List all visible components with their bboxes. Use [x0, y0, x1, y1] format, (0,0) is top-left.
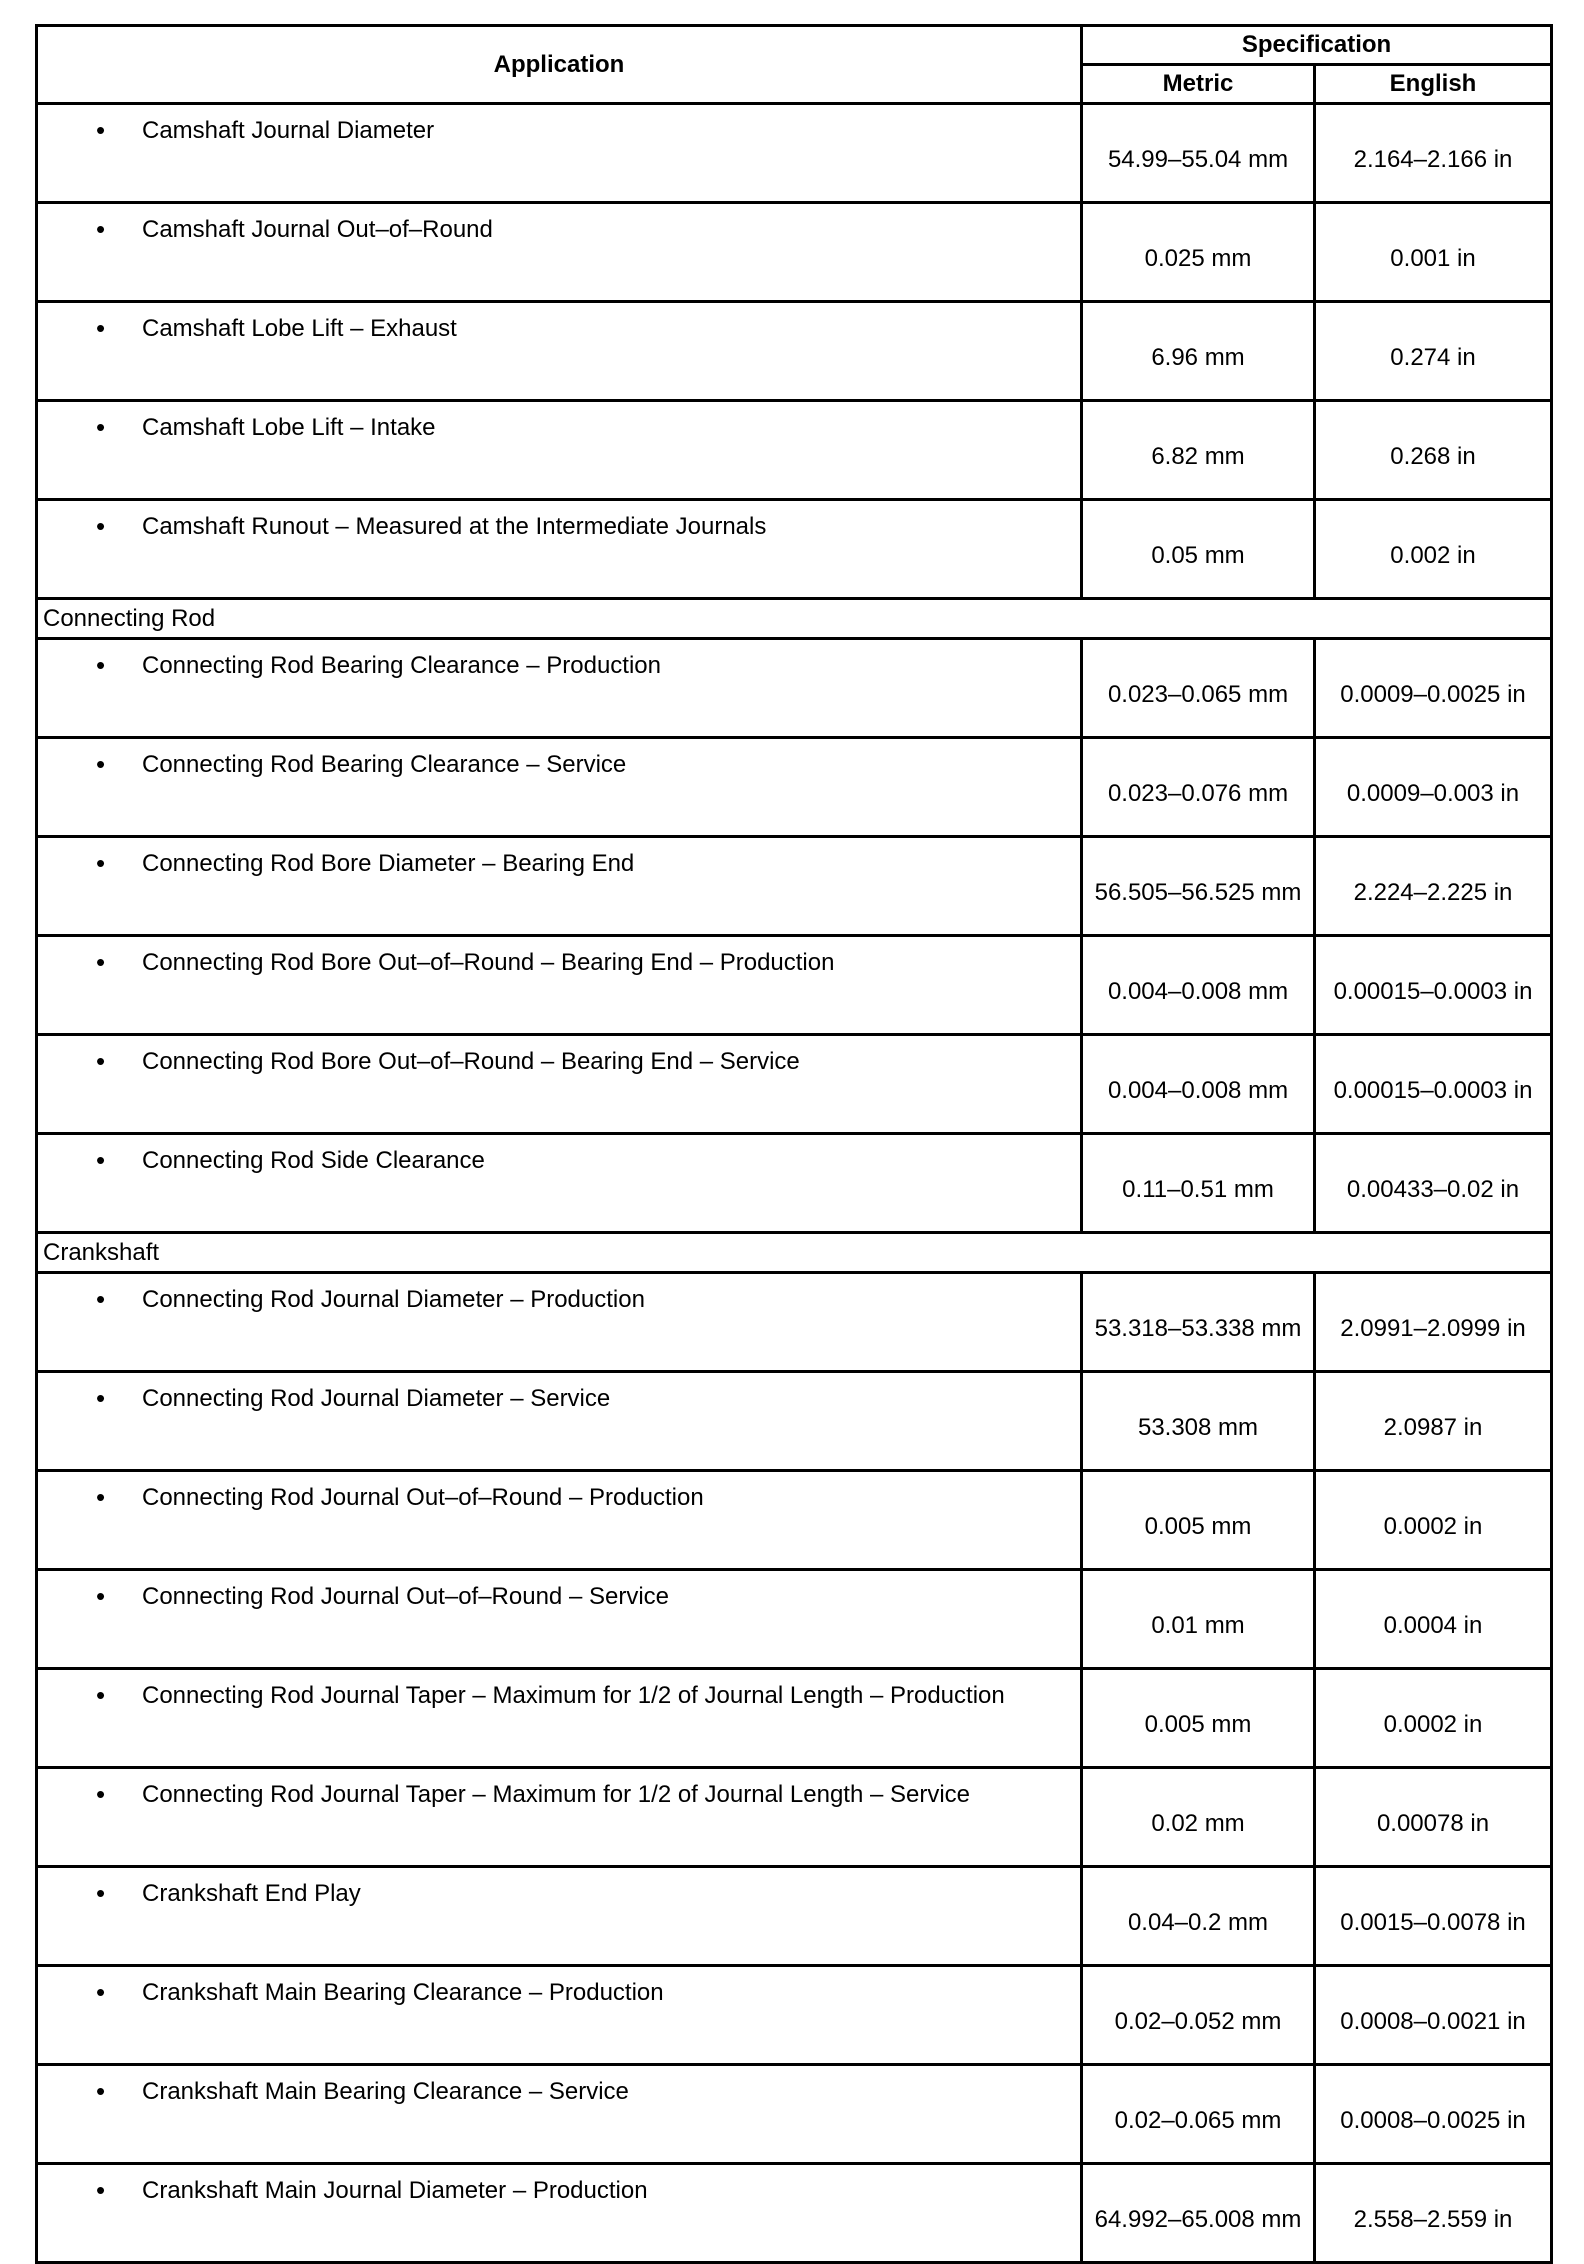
english-value: 0.002 in	[1315, 500, 1552, 599]
application-cell	[37, 203, 1082, 302]
application-cell	[37, 2065, 1082, 2164]
bullet-icon: •	[96, 412, 106, 442]
application-text: Camshaft Lobe Lift – Exhaust	[142, 315, 457, 342]
metric-value: 0.004–0.008 mm	[1082, 936, 1315, 1035]
application-text: Connecting Rod Side Clearance	[142, 1147, 485, 1174]
bullet-icon: •	[96, 650, 106, 680]
application-cell	[37, 1273, 1082, 1372]
application-text: Connecting Rod Bearing Clearance – Service	[142, 751, 627, 778]
table-row	[37, 2065, 1552, 2164]
application-cell	[37, 1471, 1082, 1570]
bullet-icon: •	[96, 749, 106, 779]
english-value: 0.0008–0.0025 in	[1315, 2065, 1552, 2164]
bullet-icon: •	[96, 1977, 106, 2007]
table-row	[37, 1134, 1552, 1233]
english-value: 0.00015–0.0003 in	[1315, 1035, 1552, 1134]
table-row	[37, 1966, 1552, 2065]
metric-value: 0.023–0.065 mm	[1082, 639, 1315, 738]
english-value: 0.0004 in	[1315, 1570, 1552, 1669]
bullet-icon: •	[96, 115, 106, 145]
bullet-icon: •	[96, 2076, 106, 2106]
application-text: Connecting Rod Journal Diameter – Production	[142, 1286, 645, 1313]
application-cell	[37, 1669, 1082, 1768]
table-row	[37, 1570, 1552, 1669]
bullet-icon: •	[96, 313, 106, 343]
application-text: Camshaft Journal Diameter	[142, 117, 435, 144]
application-cell	[37, 738, 1082, 837]
application-cell	[37, 1867, 1082, 1966]
metric-value: 0.02 mm	[1082, 1768, 1315, 1867]
application-text: Crankshaft End Play	[142, 1880, 361, 1907]
bullet-icon: •	[96, 1680, 106, 1710]
application-text: Connecting Rod Journal Out–of–Round – Production	[142, 1484, 704, 1511]
application-text: Connecting Rod Bearing Clearance – Production	[142, 652, 661, 679]
application-cell	[37, 302, 1082, 401]
bullet-icon: •	[96, 1284, 106, 1314]
metric-value: 0.02–0.052 mm	[1082, 1966, 1315, 2065]
application-cell	[37, 401, 1082, 500]
application-cell	[37, 1035, 1082, 1134]
table-row	[37, 1372, 1552, 1471]
application-text: Crankshaft Main Bearing Clearance – Production	[142, 1979, 664, 2006]
english-value: 0.0015–0.0078 in	[1315, 1867, 1552, 1966]
bullet-icon: •	[96, 511, 106, 541]
english-value: 2.558–2.559 in	[1315, 2164, 1552, 2263]
table-row	[37, 837, 1552, 936]
english-value: 0.0002 in	[1315, 1471, 1552, 1570]
section-header-row	[37, 599, 1552, 639]
table-row	[37, 936, 1552, 1035]
english-value: 2.224–2.225 in	[1315, 837, 1552, 936]
table-row	[37, 401, 1552, 500]
application-cell	[37, 2164, 1082, 2263]
application-cell	[37, 1768, 1082, 1867]
application-cell	[37, 1966, 1082, 2065]
metric-value: 53.318–53.338 mm	[1082, 1273, 1315, 1372]
metric-value: 0.04–0.2 mm	[1082, 1867, 1315, 1966]
metric-value: 56.505–56.525 mm	[1082, 837, 1315, 936]
specification-table	[35, 24, 1553, 2264]
application-text: Connecting Rod Bore Diameter – Bearing End	[142, 850, 635, 877]
application-text: Connecting Rod Journal Taper – Maximum for 1/2 of Journal Length – Service	[142, 1781, 971, 1808]
metric-value: 0.05 mm	[1082, 500, 1315, 599]
application-cell	[37, 936, 1082, 1035]
table-row	[37, 1867, 1552, 1966]
application-text: Connecting Rod Bore Out–of–Round – Bearing End – Service	[142, 1048, 800, 1075]
table-row	[37, 302, 1552, 401]
english-value: 2.164–2.166 in	[1315, 104, 1552, 203]
metric-value: 6.82 mm	[1082, 401, 1315, 500]
english-value: 0.0008–0.0021 in	[1315, 1966, 1552, 2065]
application-text: Crankshaft Main Journal Diameter – Production	[142, 2177, 648, 2204]
metric-value: 64.992–65.008 mm	[1082, 2164, 1315, 2263]
section-header-row	[37, 1233, 1552, 1273]
bullet-icon: •	[96, 2175, 106, 2205]
bullet-icon: •	[96, 1878, 106, 1908]
table-row	[37, 639, 1552, 738]
table-row	[37, 1471, 1552, 1570]
english-value: 0.0009–0.0025 in	[1315, 639, 1552, 738]
english-value: 0.00015–0.0003 in	[1315, 936, 1552, 1035]
application-cell	[37, 1134, 1082, 1233]
application-cell	[37, 1570, 1082, 1669]
bullet-icon: •	[96, 1482, 106, 1512]
english-value: 2.0991–2.0999 in	[1315, 1273, 1552, 1372]
application-text: Crankshaft Main Bearing Clearance – Service	[142, 2078, 629, 2105]
metric-value: 0.005 mm	[1082, 1669, 1315, 1768]
table-row	[37, 1669, 1552, 1768]
english-column-header: English	[1315, 65, 1552, 104]
bullet-icon: •	[96, 1046, 106, 1076]
metric-value: 54.99–55.04 mm	[1082, 104, 1315, 203]
application-text: Connecting Rod Journal Taper – Maximum for 1/2 of Journal Length – Production	[142, 1682, 1005, 1709]
application-cell	[37, 104, 1082, 203]
application-cell	[37, 500, 1082, 599]
table-row	[37, 1768, 1552, 1867]
metric-value: 0.01 mm	[1082, 1570, 1315, 1669]
metric-value: 0.005 mm	[1082, 1471, 1315, 1570]
metric-value: 0.023–0.076 mm	[1082, 738, 1315, 837]
application-text: Camshaft Journal Out–of–Round	[142, 216, 493, 243]
metric-value: 0.11–0.51 mm	[1082, 1134, 1315, 1233]
application-cell	[37, 837, 1082, 936]
english-value: 2.0987 in	[1315, 1372, 1552, 1471]
english-value: 0.274 in	[1315, 302, 1552, 401]
metric-column-header: Metric	[1082, 65, 1315, 104]
section-title: Connecting Rod	[37, 599, 1552, 639]
metric-value: 6.96 mm	[1082, 302, 1315, 401]
table-row	[37, 500, 1552, 599]
application-text: Camshaft Runout – Measured at the Intermediate Journals	[142, 513, 767, 540]
table-row	[37, 2164, 1552, 2263]
table-body	[37, 104, 1552, 2263]
bullet-icon: •	[96, 947, 106, 977]
specification-column-header: Specification	[1082, 26, 1552, 65]
bullet-icon: •	[96, 848, 106, 878]
application-cell	[37, 639, 1082, 738]
application-text: Connecting Rod Journal Diameter – Service	[142, 1385, 611, 1412]
application-cell	[37, 1372, 1082, 1471]
metric-value: 53.308 mm	[1082, 1372, 1315, 1471]
bullet-icon: •	[96, 1581, 106, 1611]
table-header	[37, 26, 1552, 104]
english-value: 0.268 in	[1315, 401, 1552, 500]
english-value: 0.0009–0.003 in	[1315, 738, 1552, 837]
english-value: 0.0002 in	[1315, 1669, 1552, 1768]
table-row	[37, 1035, 1552, 1134]
english-value: 0.001 in	[1315, 203, 1552, 302]
metric-value: 0.004–0.008 mm	[1082, 1035, 1315, 1134]
metric-value: 0.025 mm	[1082, 203, 1315, 302]
application-text: Connecting Rod Bore Out–of–Round – Bearing End – Production	[142, 949, 835, 976]
english-value: 0.00078 in	[1315, 1768, 1552, 1867]
table-row	[37, 104, 1552, 203]
section-title: Crankshaft	[37, 1233, 1552, 1273]
table-row	[37, 203, 1552, 302]
application-text: Camshaft Lobe Lift – Intake	[142, 414, 436, 441]
table-row	[37, 1273, 1552, 1372]
bullet-icon: •	[96, 1779, 106, 1809]
bullet-icon: •	[96, 1145, 106, 1175]
bullet-icon: •	[96, 214, 106, 244]
application-column-header: Application	[37, 26, 1082, 104]
metric-value: 0.02–0.065 mm	[1082, 2065, 1315, 2164]
table-row	[37, 738, 1552, 837]
english-value: 0.00433–0.02 in	[1315, 1134, 1552, 1233]
application-text: Connecting Rod Journal Out–of–Round – Service	[142, 1583, 669, 1610]
bullet-icon: •	[96, 1383, 106, 1413]
